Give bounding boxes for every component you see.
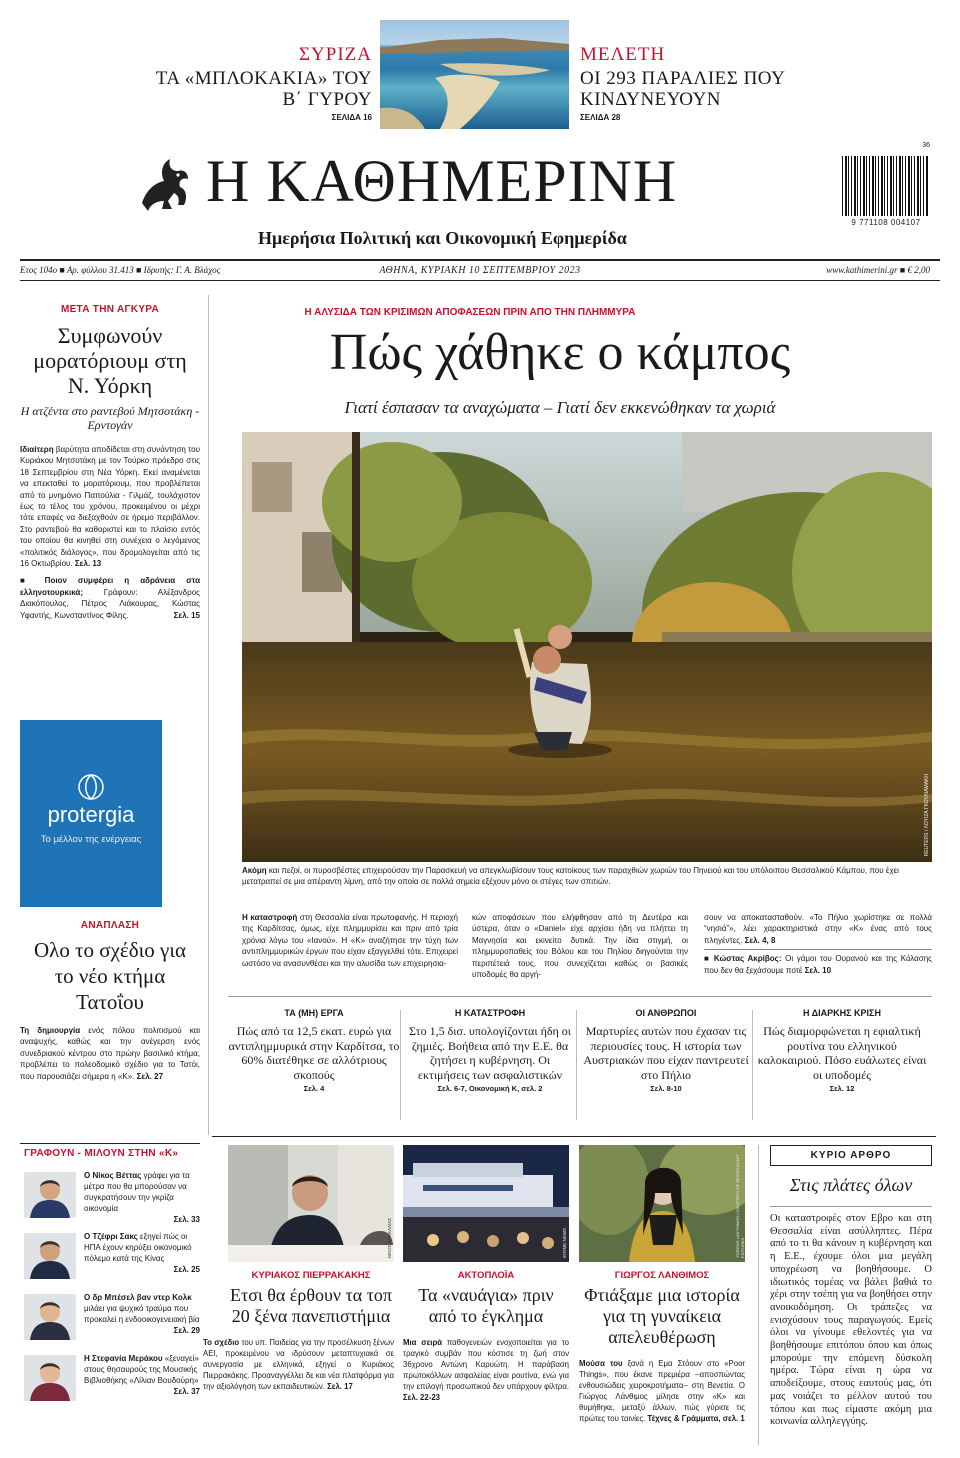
masthead-logo bbox=[134, 153, 196, 215]
bottom-story-title: Τα «ναυάγια» πριν από το έγκλημα bbox=[418, 1285, 554, 1326]
masthead-rule-top bbox=[20, 259, 940, 261]
editorial-label: ΚΥΡΙΟ ΑΡΘΡΟ bbox=[770, 1145, 932, 1166]
bottom-story-ref: Τέχνες & Γράμματα, σελ. 1 bbox=[647, 1414, 745, 1423]
sidebar-mid-headline: Ολο το σχέδιο για το νέο κτήμα Τατοΐου bbox=[34, 938, 186, 1014]
barcode-issue-number: 36 bbox=[922, 142, 930, 149]
main-body-text2: κών αποφάσεων που ελήφθησαν από τη Δευτέρα και ύστερα, όταν ο «Daniel» είχε αρχίσει ήδη να πλήττει τη Μαγνησία και εκινείτο δυτικά. Την ίδια στιγμή, οι πλημμυροπαθείς του Βόλου και του Πηλίου διηγούνται την περιπέτειά τους, που συνεχίζεται καθώς οι βασικές υποδομές θα αργή- bbox=[472, 913, 688, 980]
sidebar-top-lead: Ιδιαίτερη bbox=[20, 445, 54, 454]
topic-column-ref: Σελ. 8-10 bbox=[650, 1084, 682, 1093]
teaser-right-kicker: ΜΕΛΕΤΗ bbox=[580, 44, 666, 65]
main-photo-credit: REUTERS / ΛΟΥΙΖΑ ΓΚΟΥΛΙΑΜΑΚΗ bbox=[924, 773, 930, 856]
bottom-story[interactable] bbox=[403, 1270, 569, 1450]
columnist-desc: γράφει για τα μέτρα που θα μπορούσαν να συγκρατήσουν την γκρίζα οικονομία bbox=[84, 1171, 190, 1213]
bottom-story-kicker: ΓΙΩΡΓΟΣ ΛΑΝΘΙΜΟΣ bbox=[614, 1270, 710, 1281]
topic-column-ref: Σελ. 6-7, Οικονομική Κ, σελ. 2 bbox=[437, 1084, 543, 1093]
teaser-left-title: ΤΑ «ΜΠΛΟΚΑΚΙΑ» ΤΟΥ Β΄ ΓΥΡΟΥ bbox=[155, 68, 372, 110]
sidebar-mid-kicker: ΑΝΑΠΛΑΣΗ bbox=[80, 920, 140, 931]
ferry-port-image bbox=[403, 1145, 569, 1262]
sidebar-top-note-lead: ■ Ποιον συμφέρει η αδράνεια στα ελληνοτουρκικά; bbox=[20, 576, 200, 597]
teaser-left-kicker: ΣΥΡΙΖΑ bbox=[298, 44, 372, 65]
bottom-story-kicker: ΚΥΡΙΑΚΟΣ ΠΙΕΡΡΑΚΑΚΗΣ bbox=[251, 1270, 371, 1281]
story-photo-credit-2: INTIME NEWS bbox=[562, 1228, 567, 1258]
teaser-left[interactable] bbox=[150, 44, 372, 122]
barcode-bars bbox=[842, 156, 928, 216]
main-note bbox=[704, 953, 932, 976]
columnist-item[interactable] bbox=[20, 1292, 200, 1348]
topic-column[interactable] bbox=[580, 1008, 752, 1128]
main-kicker: Η ΑΛΥΣΙΔΑ ΤΩΝ ΚΡΙΣΙΜΩΝ ΑΠΟΦΑΣΕΩΝ ΠΡΙΝ ΑΠΟ ΤΗΝ ΠΛΗΜΜΥΡΑ bbox=[304, 307, 636, 318]
sidebar-mid-text: ενός πόλου πολιτισμού και αναψυχής, καθώς και την ανέγερση ενός συνεδριακού κέντρου στο πρώην βασιλικό κτήμα, προβλέπει το πολεοδομικό σχέδιο για το Τατόι, που παρουσιάζει σήμερα η «Κ». bbox=[20, 1026, 201, 1081]
sidebar-top-kicker: ΜΕΤΑ ΤΗΝ ΑΓΚΥΡΑ bbox=[60, 304, 160, 315]
columnist-name: Η Στεφανία Μεράκου bbox=[84, 1354, 163, 1363]
columnist-text bbox=[84, 1170, 200, 1225]
topic-column[interactable] bbox=[756, 1008, 928, 1128]
dateline-left: Ετος 104ο ■ Αρ. φύλλου 31.413 ■ Ιδρυτής: Γ. Α. Βλάχος bbox=[20, 265, 221, 275]
barcode bbox=[840, 142, 932, 234]
topic-column-text: Πώς διαμορφώνεται η εφιαλτική ρουτίνα του ελληνικού καλοκαιριού. Πόσο ευάλωτες είναι οι υποδομές bbox=[757, 1024, 927, 1082]
columnist-portrait bbox=[24, 1355, 76, 1401]
columnist-item[interactable] bbox=[20, 1353, 200, 1409]
main-photo-caption bbox=[242, 866, 932, 887]
columnist-ref: Σελ. 29 bbox=[173, 1326, 200, 1335]
editorial-title: Στις πλάτες όλων bbox=[789, 1175, 913, 1195]
main-photo-flood[interactable] bbox=[242, 432, 932, 862]
columnist-name: Ο δρ Μπέσελ βαν ντερ Κολκ bbox=[84, 1293, 192, 1302]
teaser-right-page: ΣΕΛΙΔΑ 28 bbox=[580, 113, 621, 122]
barcode-digits: 9 771108 004107 bbox=[851, 218, 921, 227]
main-note-lead: ■ Κώστας Ακρίβος: bbox=[704, 954, 782, 964]
columnist-item[interactable] bbox=[20, 1231, 200, 1287]
pierrakakis-interview-image bbox=[228, 1145, 394, 1262]
story-photo-ferry[interactable] bbox=[403, 1145, 569, 1262]
columnist-ref: Σελ. 37 bbox=[173, 1387, 200, 1396]
columns-rule-top bbox=[228, 996, 932, 997]
columnist-item[interactable] bbox=[20, 1170, 200, 1226]
teaser-right-title: ΟΙ 293 ΠΑΡΑΛΙΕΣ ΠΟΥ ΚΙΝΔΥΝΕΥΟΥΝ bbox=[580, 68, 785, 110]
sidebar-top-ref: Σελ. 13 bbox=[74, 559, 102, 569]
bottom-story[interactable] bbox=[579, 1270, 745, 1450]
topic-column-divider bbox=[576, 1010, 577, 1120]
main-body-ref: Σελ. 4, 8 bbox=[744, 935, 776, 945]
sidebar-top-note bbox=[20, 575, 200, 621]
editorial-box[interactable] bbox=[770, 1145, 932, 1445]
main-headline: Πώς χάθηκε ο κάμπος bbox=[329, 324, 791, 381]
bottom-story-body bbox=[203, 1337, 394, 1392]
bottom-story-body bbox=[579, 1358, 745, 1424]
bottom-story-body bbox=[403, 1337, 569, 1403]
topic-column-ref: Σελ. 4 bbox=[303, 1084, 325, 1093]
editorial-divider bbox=[758, 1145, 759, 1445]
flood-rescue-image bbox=[242, 432, 932, 862]
main-body-col1 bbox=[242, 912, 458, 969]
main-body-col2 bbox=[472, 912, 688, 980]
editorial-rule bbox=[770, 1206, 932, 1207]
topic-column-text: Μαρτυρίες αυτών που έχασαν τις περιουσίες τους. Η ιστορία των Αυστριακών που είχαν παντρευτεί στο Πήλιο bbox=[583, 1024, 749, 1082]
topic-column[interactable] bbox=[228, 1008, 400, 1128]
bottom-story-title: Ετσι θα έρθουν τα τοπ 20 ξένα πανεπιστήμια bbox=[229, 1285, 393, 1326]
beach-aerial-image bbox=[380, 20, 569, 129]
topic-column-head: ΤΑ (ΜΗ) ΕΡΓΑ bbox=[284, 1008, 344, 1018]
sidebar-top-subhead: Η ατζέντα στο ραντεβού Μητσοτάκη - Ερντογάν bbox=[20, 404, 200, 432]
sidebar-top-note-text: Γράφουν: Αλέξανδρος Διακόπουλος, Πέτρος Λιάκουρας, Κώστας Υφαντής, Κωνσταντίνος Φίλης. bbox=[20, 587, 200, 620]
masthead-tagline: Ημερήσια Πολιτική και Οικονομική Εφημερίδα bbox=[258, 228, 627, 248]
topic-column-divider bbox=[752, 1010, 753, 1120]
main-body-text1: στη Θεσσαλία είναι πρωτοφανής. Η περιοχή της Καρδίτσας, όμως, είχε πλημμυρίσει και πριν από τρία χρόνια λόγω του «Ιανού». Η «Κ» αναζήτησε την τύχη των αντιπλημμυρικών έργων που είχαν εξαγγελθεί τότε. Επιχειρεί ωστόσο να ανασυνθέσει και την αλυσίδα των επιχειρησια- bbox=[242, 913, 459, 968]
sidebar-mid-body bbox=[20, 1025, 200, 1082]
main-body-text3: σουν να αποκατασταθούν. «Το Πήλιο χωρίστηκε σε πολλά “νησιά”», λέει χαρακτηριστικά στην «Κ» ένας από τους πληγέντες. bbox=[704, 913, 932, 945]
bottom-story-text: ξανά η Εμα Στόουν στο «Poor Things», που έκανε πρεμιέρα –αποσπώντας ενθουσιώδεις χειροκροτήματα– στη Βενετία. Ο Γιώργος Λάνθιμος μίλησε στην «Κ» και θυμήθηκε, μεταξύ άλλων, πώς γύρισε τις πρώτες του ταινίες. bbox=[579, 1359, 746, 1423]
columnist-portrait bbox=[24, 1172, 76, 1218]
bottom-story-lead: Μια σειρά bbox=[403, 1338, 443, 1347]
protergia-ad[interactable] bbox=[20, 720, 162, 907]
story-photo-credit-1: ΝΙΚΟΣ ΚΟΚΚΑΛΙΑΣ bbox=[387, 1217, 392, 1258]
poor-things-still-image bbox=[579, 1145, 745, 1262]
bottom-story-text: του υπ. Παιδείας για την προσέλκυση ξένων ΑΕΙ, προκειμένου να ιδρύσουν μεταπτυχιακά σε συνεργασία με ελληνικά, εξηγεί ο Κυριάκος Πιερρακάκης. Προαναγγέλλει δε και νέα πλατφόρμα για την αξιολόγηση των εκπαιδευτικών. bbox=[203, 1338, 394, 1391]
sidebar-top-note-ref: Σελ. 15 bbox=[173, 610, 200, 620]
sidebar-mid-story[interactable] bbox=[20, 920, 200, 1120]
ad-brand: protergia bbox=[47, 802, 135, 827]
columnist-text bbox=[84, 1292, 200, 1336]
main-body-col3 bbox=[704, 912, 932, 976]
sidebar-top-body bbox=[20, 444, 200, 569]
main-note-ref: Σελ. 10 bbox=[804, 965, 832, 975]
columnist-ref: Σελ. 33 bbox=[173, 1215, 200, 1224]
sidebar-divider bbox=[208, 295, 209, 1135]
teaser-photo-beach[interactable] bbox=[380, 20, 569, 129]
dateline-right: www.kathimerini.gr ■ € 2,00 bbox=[826, 265, 930, 275]
story-photo-credit-3: YORGOS LANTHIMOS / COURTESY OF SEARCHLIGHT PICTURES bbox=[735, 1154, 745, 1258]
columnist-desc: «ξεναγεί» στους θησαυρούς της Μουσικής Βιβλιοθήκης «Λίλιαν Βουδούρη» bbox=[84, 1354, 199, 1385]
columnist-desc: εξηγεί πώς οι ΗΠΑ έχουν κηρύξει οικονομικό πόλεμο κατά της Κίνας bbox=[84, 1232, 192, 1263]
sidebar-mid-ref: Σελ. 27 bbox=[136, 1071, 164, 1081]
columnist-desc: μιλάει για ψυχικό τραύμα που προκαλεί η ενδοοικογενειακή βία bbox=[84, 1304, 200, 1324]
topic-column-head: ΟΙ ΑΝΘΡΩΠΟΙ bbox=[635, 1008, 697, 1018]
topic-column[interactable] bbox=[404, 1008, 576, 1128]
story-photo-lanthimos[interactable] bbox=[579, 1145, 745, 1262]
sidebar-mid-lead: Τη δημιουργία bbox=[20, 1026, 81, 1035]
bottom-story-title: Φτιάξαμε μια ιστορία για τη γυναίκεια απελευθέρωση bbox=[584, 1285, 740, 1347]
sidebar-top-story[interactable] bbox=[20, 304, 200, 699]
main-note-rule bbox=[704, 949, 932, 950]
columnist-portrait bbox=[24, 1233, 76, 1279]
columnist-ref: Σελ. 25 bbox=[173, 1265, 200, 1274]
editorial-body: Οι καταστροφές στον Εβρο και στη Θεσσαλία είναι ασύλληπτες. Πέρα από το τι θα κάνουν η κυβέρνηση και η Ε.Ε., έχουμε όλοι μια μεγάλη υποχρέωση να βοηθήσουμε. Ο ιδιωτικός τομέας να βάλει βαθιά το χέρι στην τσέπη για να βοηθήσει στην ανοικοδόμηση. Οι τράπεζες να ενισχύσουν τους παραγωγούς. Εμείς όλοι να γίνουμε εθελοντές για να βοηθήσουμε επιτόπου όπου και όπως μπορούμε την επόμενη δύσκολη ημέρα. Τώρα είναι η ώρα να αποδείξουμε, στους εαυτούς μας, ότι μας νοιάζει το μέλλον αυτού του τόπου και πως είμαστε ακόμη μια κοινωνία αλληλεγγύης. bbox=[770, 1213, 932, 1428]
topic-column-text: Πώς από τα 12,5 εκατ. ευρώ για αντιπλημμυρικά στην Καρδίτσα, το 60% διατέθηκε σε αλλότριους σκοπούς bbox=[228, 1024, 400, 1082]
topic-column-head: Η ΚΑΤΑΣΤΡΟΦΗ bbox=[454, 1008, 526, 1018]
main-note-text: Οι γάμοι του Ουρανού και της Κόλασης που δεν θα ξεχάσουμε ποτέ bbox=[704, 954, 932, 975]
protergia-logo-icon bbox=[76, 772, 106, 802]
columnist-name: Ο Τζέφρι Σακς bbox=[84, 1232, 138, 1241]
bottom-story-lead: Μούσα του bbox=[579, 1359, 623, 1368]
main-caption-text: και πεζοί, οι πυροσβέστες επιχειρούσαν την Παρασκευή να απεγκλωβίσουν τους κατοίκους των παραχθιών χωριών του Πηνειού και του υπόλοιπου Θεσσαλικού Κάμπου, που έχει μετατραπεί σε μια απέραντη λίμνη, από την οποία σε πολλά σημεία εξέχουν μόνο οι στέγες των σπιτιών. bbox=[242, 866, 899, 886]
masthead-rule-bottom bbox=[20, 280, 940, 281]
bottom-story-text: παθογενειών ενοχοποιείται για το τραγικό συμβάν που κόστισε τη ζωή στον 36χρονο Αντώνη Καρυώτη. Η παράβαση πρωτοκόλλων ασφαλείας είναι ρουτίνα, ενώ για την επιλογή προσωπικού δεν υπάρχουν φίλτρα. bbox=[403, 1338, 570, 1391]
topic-column-divider bbox=[400, 1010, 401, 1120]
main-body-lead: Η καταστροφή bbox=[242, 913, 298, 922]
stories-rule-top bbox=[212, 1136, 936, 1137]
columnists-kicker: ΓΡΑΦΟΥΝ - ΜΙΛΟΥΝ ΣΤΗΝ «Κ» bbox=[24, 1148, 179, 1159]
sidebar-top-text: βαρύτητα αποδίδεται στη συνάντηση του Κυριάκου Μητσοτάκη με τον Τούρκο πρόεδρο στις 18 Σεπτεμβρίου στη Νέα Υόρκη. Εκεί αναμένεται να επεκταθεί το μορατόριουμ, που προβλέπεται από το μνημόνιο Παπούλια - Γιλμάζ, τουλάχιστον έως το τέλος του χρόνου, προκειμένου οι μέχρι τότε επαφές να διεξαχθούν σε ήρεμο περιβάλλον. Στο ραντεβού θα καθοριστεί και το πλαίσιο εντός του οποίου θα κινηθεί στη συνέχεια ο λεγόμενος «πολιτικός διάλογος», που δρομολογείται από τις 16 Οκτωβρίου. bbox=[20, 445, 200, 569]
ad-slogan: Το μέλλον της ενέργειας bbox=[40, 834, 142, 845]
bottom-story[interactable] bbox=[203, 1270, 394, 1450]
main-caption-lead: Ακόμη bbox=[242, 866, 267, 875]
columnist-name: Ο Νίκος Βέττας bbox=[84, 1171, 142, 1180]
topic-column-ref: Σελ. 12 bbox=[829, 1084, 855, 1093]
bottom-story-kicker: ΑΚΤΟΠΛΟΪΑ bbox=[457, 1270, 515, 1281]
dateline-center: ΑΘΗΝΑ, ΚΥΡΙΑΚΗ 10 ΣΕΠΤΕΜΒΡΙΟΥ 2023 bbox=[379, 265, 581, 276]
story-photo-pierrakakis[interactable] bbox=[228, 1145, 394, 1262]
sidebar-top-headline: Συμφωνούν μορατόριουμ στη Ν. Υόρκη bbox=[33, 323, 187, 398]
griffin-icon bbox=[134, 153, 196, 215]
columnist-portrait bbox=[24, 1294, 76, 1340]
bottom-story-ref: Σελ. 17 bbox=[327, 1382, 353, 1391]
columnist-text bbox=[84, 1353, 200, 1397]
main-subhead: Γιατί έσπασαν τα αναχώματα – Γιατί δεν εκκενώθηκαν τα χωριά bbox=[344, 398, 776, 417]
teaser-right[interactable] bbox=[580, 44, 810, 122]
bottom-story-ref: Σελ. 22-23 bbox=[403, 1393, 440, 1402]
bottom-story-lead: Το σχέδιο bbox=[203, 1338, 240, 1347]
topic-column-head: Η ΔΙΑΡΚΗΣ ΚΡΙΣΗ bbox=[803, 1008, 881, 1018]
teaser-left-page: ΣΕΛΙΔΑ 16 bbox=[331, 113, 372, 122]
columnist-text bbox=[84, 1231, 200, 1275]
topic-column-text: Στο 1,5 δισ. υπολογίζονται ήδη οι ζημιές. Βοήθεια από την Ε.Ε. θα ζητήσει η κυβέρνηση. Οι εκτιμήσεις των ασφαλιστικών bbox=[408, 1024, 571, 1082]
columnists-rule bbox=[20, 1143, 200, 1144]
masthead-title: Η ΚΑΘΗΜΕΡΙΝΗ bbox=[206, 148, 678, 214]
